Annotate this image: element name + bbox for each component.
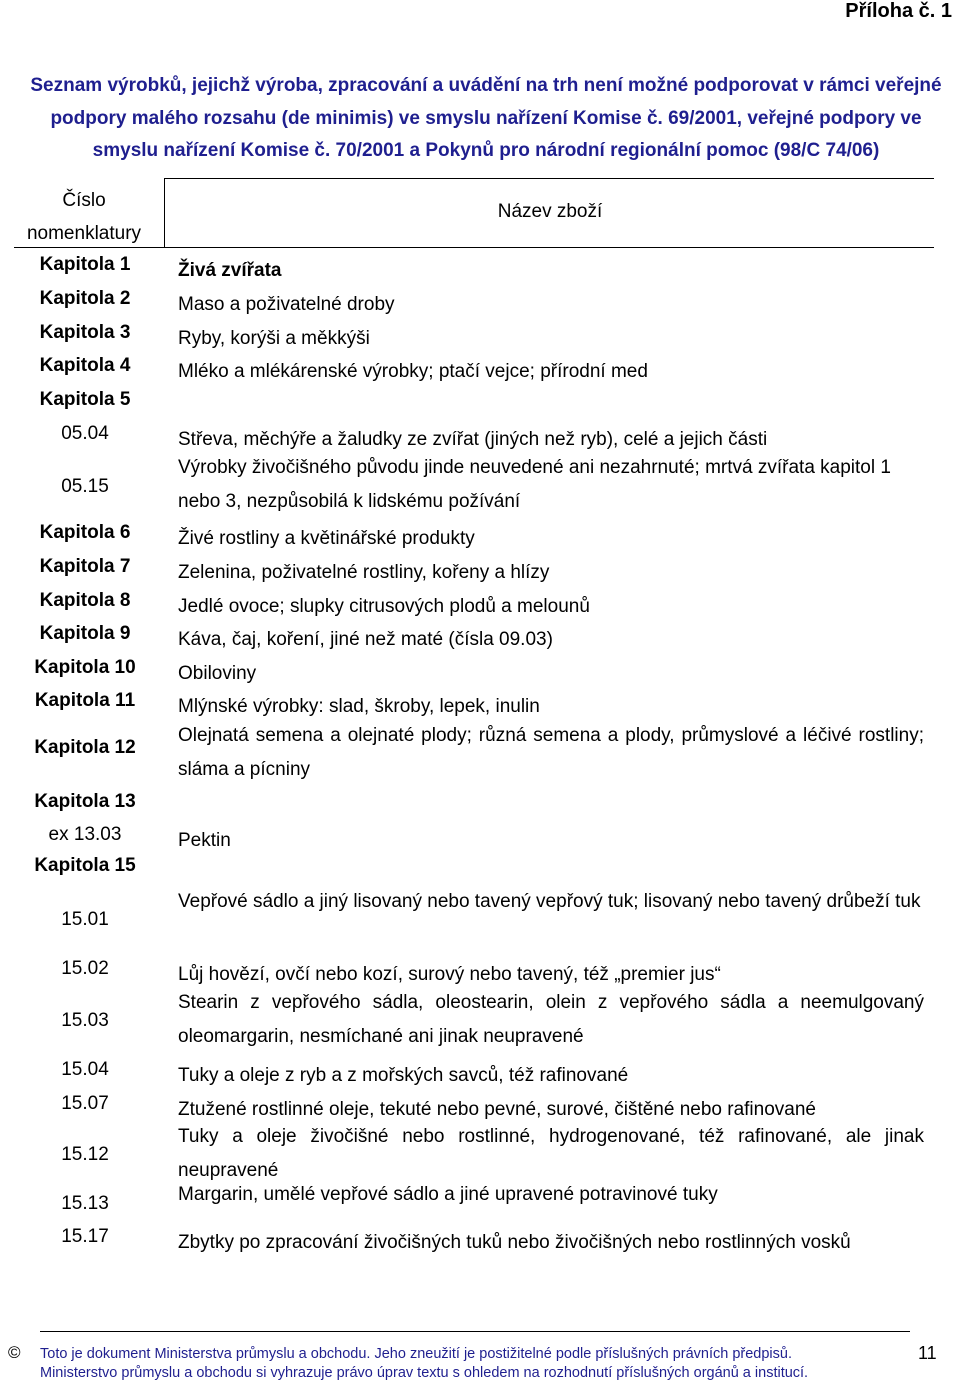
- footer-rule: [40, 1331, 910, 1332]
- header-nomenclature: [14, 184, 154, 250]
- page-number: 11: [918, 1343, 937, 1363]
- row-code: Kapitola 6: [39, 522, 131, 543]
- table-header-top-rule: [164, 178, 934, 179]
- title-line: smyslu nařízení Komise č. 70/2001 a Pokynů pro národní regionální pomoc (98/C 74/06): [92, 140, 880, 161]
- row-description: Jedlé ovoce; slupky citrusových plodů a melounů: [178, 596, 590, 617]
- row-description: Ztužené rostlinné oleje, tekuté nebo pevné, surové, čištěné nebo rafinované: [178, 1099, 816, 1120]
- row-description: Lůj hovězí, ovčí nebo kozí, surový nebo tavený, též „premier jus“: [178, 964, 721, 985]
- row-description: Zbytky po zpracování živočišných tuků nebo živočišných nebo rostlinných vosků: [178, 1232, 851, 1253]
- footer-notice: [40, 1345, 890, 1383]
- row-description: Tuky a oleje z ryb a z mořských savců, též rafinované: [178, 1065, 629, 1086]
- row-description: Káva, čaj, koření, jiné než maté (čísla 09.03): [178, 629, 553, 650]
- row-code: Kapitola 4: [39, 355, 131, 376]
- row-code: 15.03: [61, 1010, 109, 1031]
- annex-label: Příloha č. 1: [845, 0, 952, 22]
- header-nomenclature-line1: Číslo: [62, 190, 106, 211]
- row-description: Obiloviny: [178, 663, 257, 684]
- header-nomenclature-line2: nomenklatury: [26, 223, 142, 244]
- footer-notice-line2: Ministerstvo průmyslu a obchodu si vyhrazuje právo úprav textu s ohledem na rozhodnutí příslušných orgánů a institucí.: [40, 1365, 809, 1381]
- row-code: 15.07: [61, 1093, 109, 1114]
- footer-notice-line1: Toto je dokument Ministerstva průmyslu a obchodu. Jeho zneužití je postižitelné podle příslušných právních předpisů.: [40, 1346, 792, 1362]
- row-code: Kapitola 12: [34, 737, 136, 758]
- row-description: Mlýnské výrobky: slad, škroby, lepek, inulin: [178, 696, 540, 717]
- row-code: Kapitola 2: [39, 288, 131, 309]
- table-header-divider: [164, 178, 165, 248]
- row-description: Tuky a oleje živočišné nebo rostlinné, hydrogenované, též rafinované, ale jinak neupravené: [178, 1126, 924, 1181]
- row-description: Pektin: [178, 830, 231, 851]
- row-code: Kapitola 11: [34, 690, 136, 711]
- row-code: 15.12: [61, 1144, 109, 1165]
- title-line: podpory malého rozsahu (de minimis) ve smyslu nařízení Komise č. 69/2001, veřejné podpory ve: [50, 107, 922, 129]
- row-description: Vepřové sádlo a jiný lisovaný nebo tavený vepřový tuk; lisovaný nebo tavený drůbeží tuk: [178, 891, 921, 912]
- row-code: Kapitola 7: [39, 556, 131, 577]
- header-goods-name: Název zboží: [497, 201, 603, 222]
- row-code: 15.13: [61, 1193, 109, 1214]
- row-code: Kapitola 5: [39, 389, 131, 410]
- row-code: 05.15: [61, 476, 109, 497]
- row-code: Kapitola 8: [39, 590, 131, 611]
- row-code: Kapitola 9: [39, 623, 131, 644]
- row-code: Kapitola 15: [34, 855, 136, 876]
- copyright-icon: ©: [8, 1343, 21, 1362]
- row-description: Zelenina, poživatelné rostliny, kořeny a hlízy: [178, 562, 550, 583]
- row-code: Kapitola 1: [39, 254, 131, 275]
- document-title: [14, 70, 958, 168]
- row-code: Kapitola 13: [34, 791, 136, 812]
- row-description: Mléko a mlékárenské výrobky; ptačí vejce; přírodní med: [178, 361, 648, 382]
- row-description: Střeva, měchýře a žaludky ze zvířat (jiných než ryb), celé a jejich části: [178, 429, 768, 450]
- row-code: 05.04: [61, 423, 109, 444]
- row-code: 15.01: [61, 909, 109, 930]
- row-description: Živá zvířata: [178, 260, 282, 281]
- row-code: Kapitola 10: [34, 657, 136, 678]
- row-description: Olejnatá semena a olejnaté plody; různá semena a plody, průmyslové a léčivé rostliny; sláma a pícniny: [178, 725, 924, 780]
- row-code: Kapitola 3: [39, 322, 131, 343]
- row-description: Výrobky živočišného původu jinde neuvedené ani nezahrnuté; mrtvá zvířata kapitol 1 nebo 3, nezpůsobilá k lidskému požívání: [178, 457, 891, 512]
- title-line: Seznam výrobků, jejichž výroba, zpracování a uvádění na trh není možné podporovat v rámci veřejné: [30, 75, 942, 96]
- row-code: 15.02: [61, 958, 109, 979]
- row-description: Margarin, umělé vepřové sádlo a jiné upravené potravinové tuky: [178, 1184, 718, 1205]
- row-code: 15.17: [61, 1226, 109, 1247]
- row-description: Stearin z vepřového sádla, oleostearin, olein z vepřového sádla a neemulgovaný oleomargarin, nesmíchané ani jinak neupravené: [178, 992, 924, 1047]
- row-description: Maso a poživatelné droby: [178, 294, 395, 315]
- row-description: Ryby, korýši a měkkýši: [178, 328, 370, 349]
- row-description: Živé rostliny a květinářské produkty: [178, 528, 475, 549]
- row-code: 15.04: [61, 1059, 109, 1080]
- row-code: ex 13.03: [48, 824, 122, 845]
